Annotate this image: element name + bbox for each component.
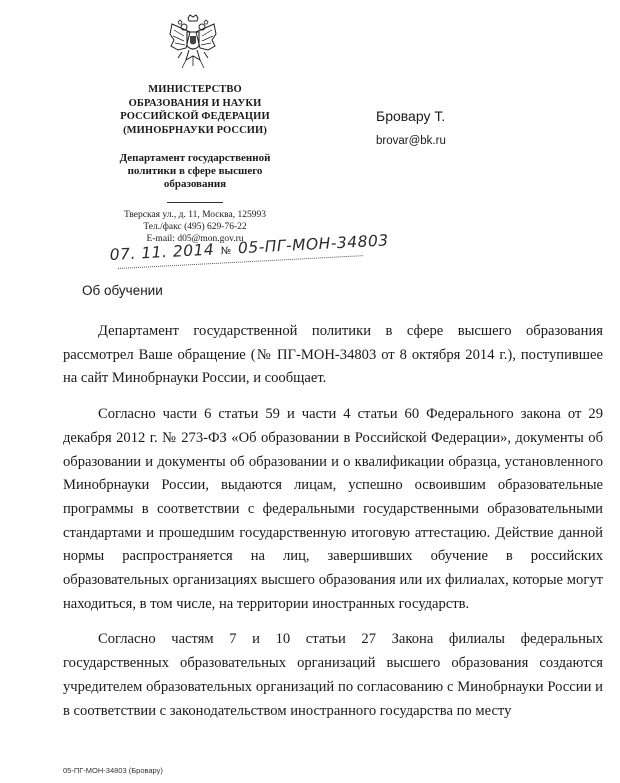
document-footer: 05-ПГ-МОН-34803 (Бровару) <box>63 766 163 775</box>
recipient-email: brovar@bk.ru <box>376 135 446 147</box>
department-line: образования <box>163 178 227 190</box>
body-paragraph: Департамент государственной политики в сфере высшего образования рассмотрел Ваше обращение (№ ПГ-МОН-34803 от 8 октября 2014 г.), поступившее на сайт Минобрнауки России, и сообщает. <box>63 323 603 387</box>
department-line: политики в сфере высшего <box>127 165 263 177</box>
ministry-line: МИНИСТЕРСТВО <box>148 84 242 95</box>
ministry-line: (МИНОБРНАУКИ РОССИИ) <box>123 124 267 136</box>
department-name <box>95 152 295 191</box>
ministry-line: ОБРАЗОВАНИЯ И НАУКИ <box>128 97 262 109</box>
recipient-name: Бровару Т. <box>376 108 446 124</box>
handwritten-date: 07. 11. 2014 <box>109 240 215 264</box>
ministry-line: РОССИЙСКОЙ ФЕДЕРАЦИИ <box>120 111 270 122</box>
department-line: Департамент государственной <box>119 152 271 164</box>
number-sign: № <box>220 245 232 258</box>
ministry-name <box>95 83 295 137</box>
address-line: Тел./факс (495) 629-76-22 <box>143 222 247 232</box>
letter-subject: Об обучении <box>82 283 163 298</box>
letter-body <box>63 320 603 735</box>
body-paragraph: Согласно части 6 статьи 59 и части 4 статьи 60 Федерального закона от 29 декабря 2012 г. № 273-ФЗ «Об образовании в Российской Федерации», документы об образовании и документы об образовании и о квалификации образца, установленного Минобрнауки России, выдаются лицам, успешно освоившим образовательные программы в соответствии с федеральными государственными образовательными стандартами и прошедшим государственную итоговую аттестацию. Действие данной нормы распространяется на лиц, завершивших обучение в российских образовательных организациях высшего образования или их филиалах, которые могут находиться, в том числе, на территории иностранных государств. <box>63 406 603 612</box>
russian-coat-of-arms-icon <box>168 14 218 70</box>
handwritten-number: 05-ПГ-МОН-34803 <box>237 231 390 258</box>
address-line: Тверская ул., д. 11, Москва, 125993 <box>124 210 266 220</box>
letterhead-divider <box>167 202 223 203</box>
address-line: E-mail: d05@mon.gov.ru <box>146 234 244 244</box>
body-paragraph: Согласно частям 7 и 10 статьи 27 Закона филиалы федеральных государственных образовательных организаций высшего образования создаются учредителем образовательных организаций по согласованию с Минобрнауки России и в соответствии с законодательством иностранного государства по месту <box>63 631 603 719</box>
